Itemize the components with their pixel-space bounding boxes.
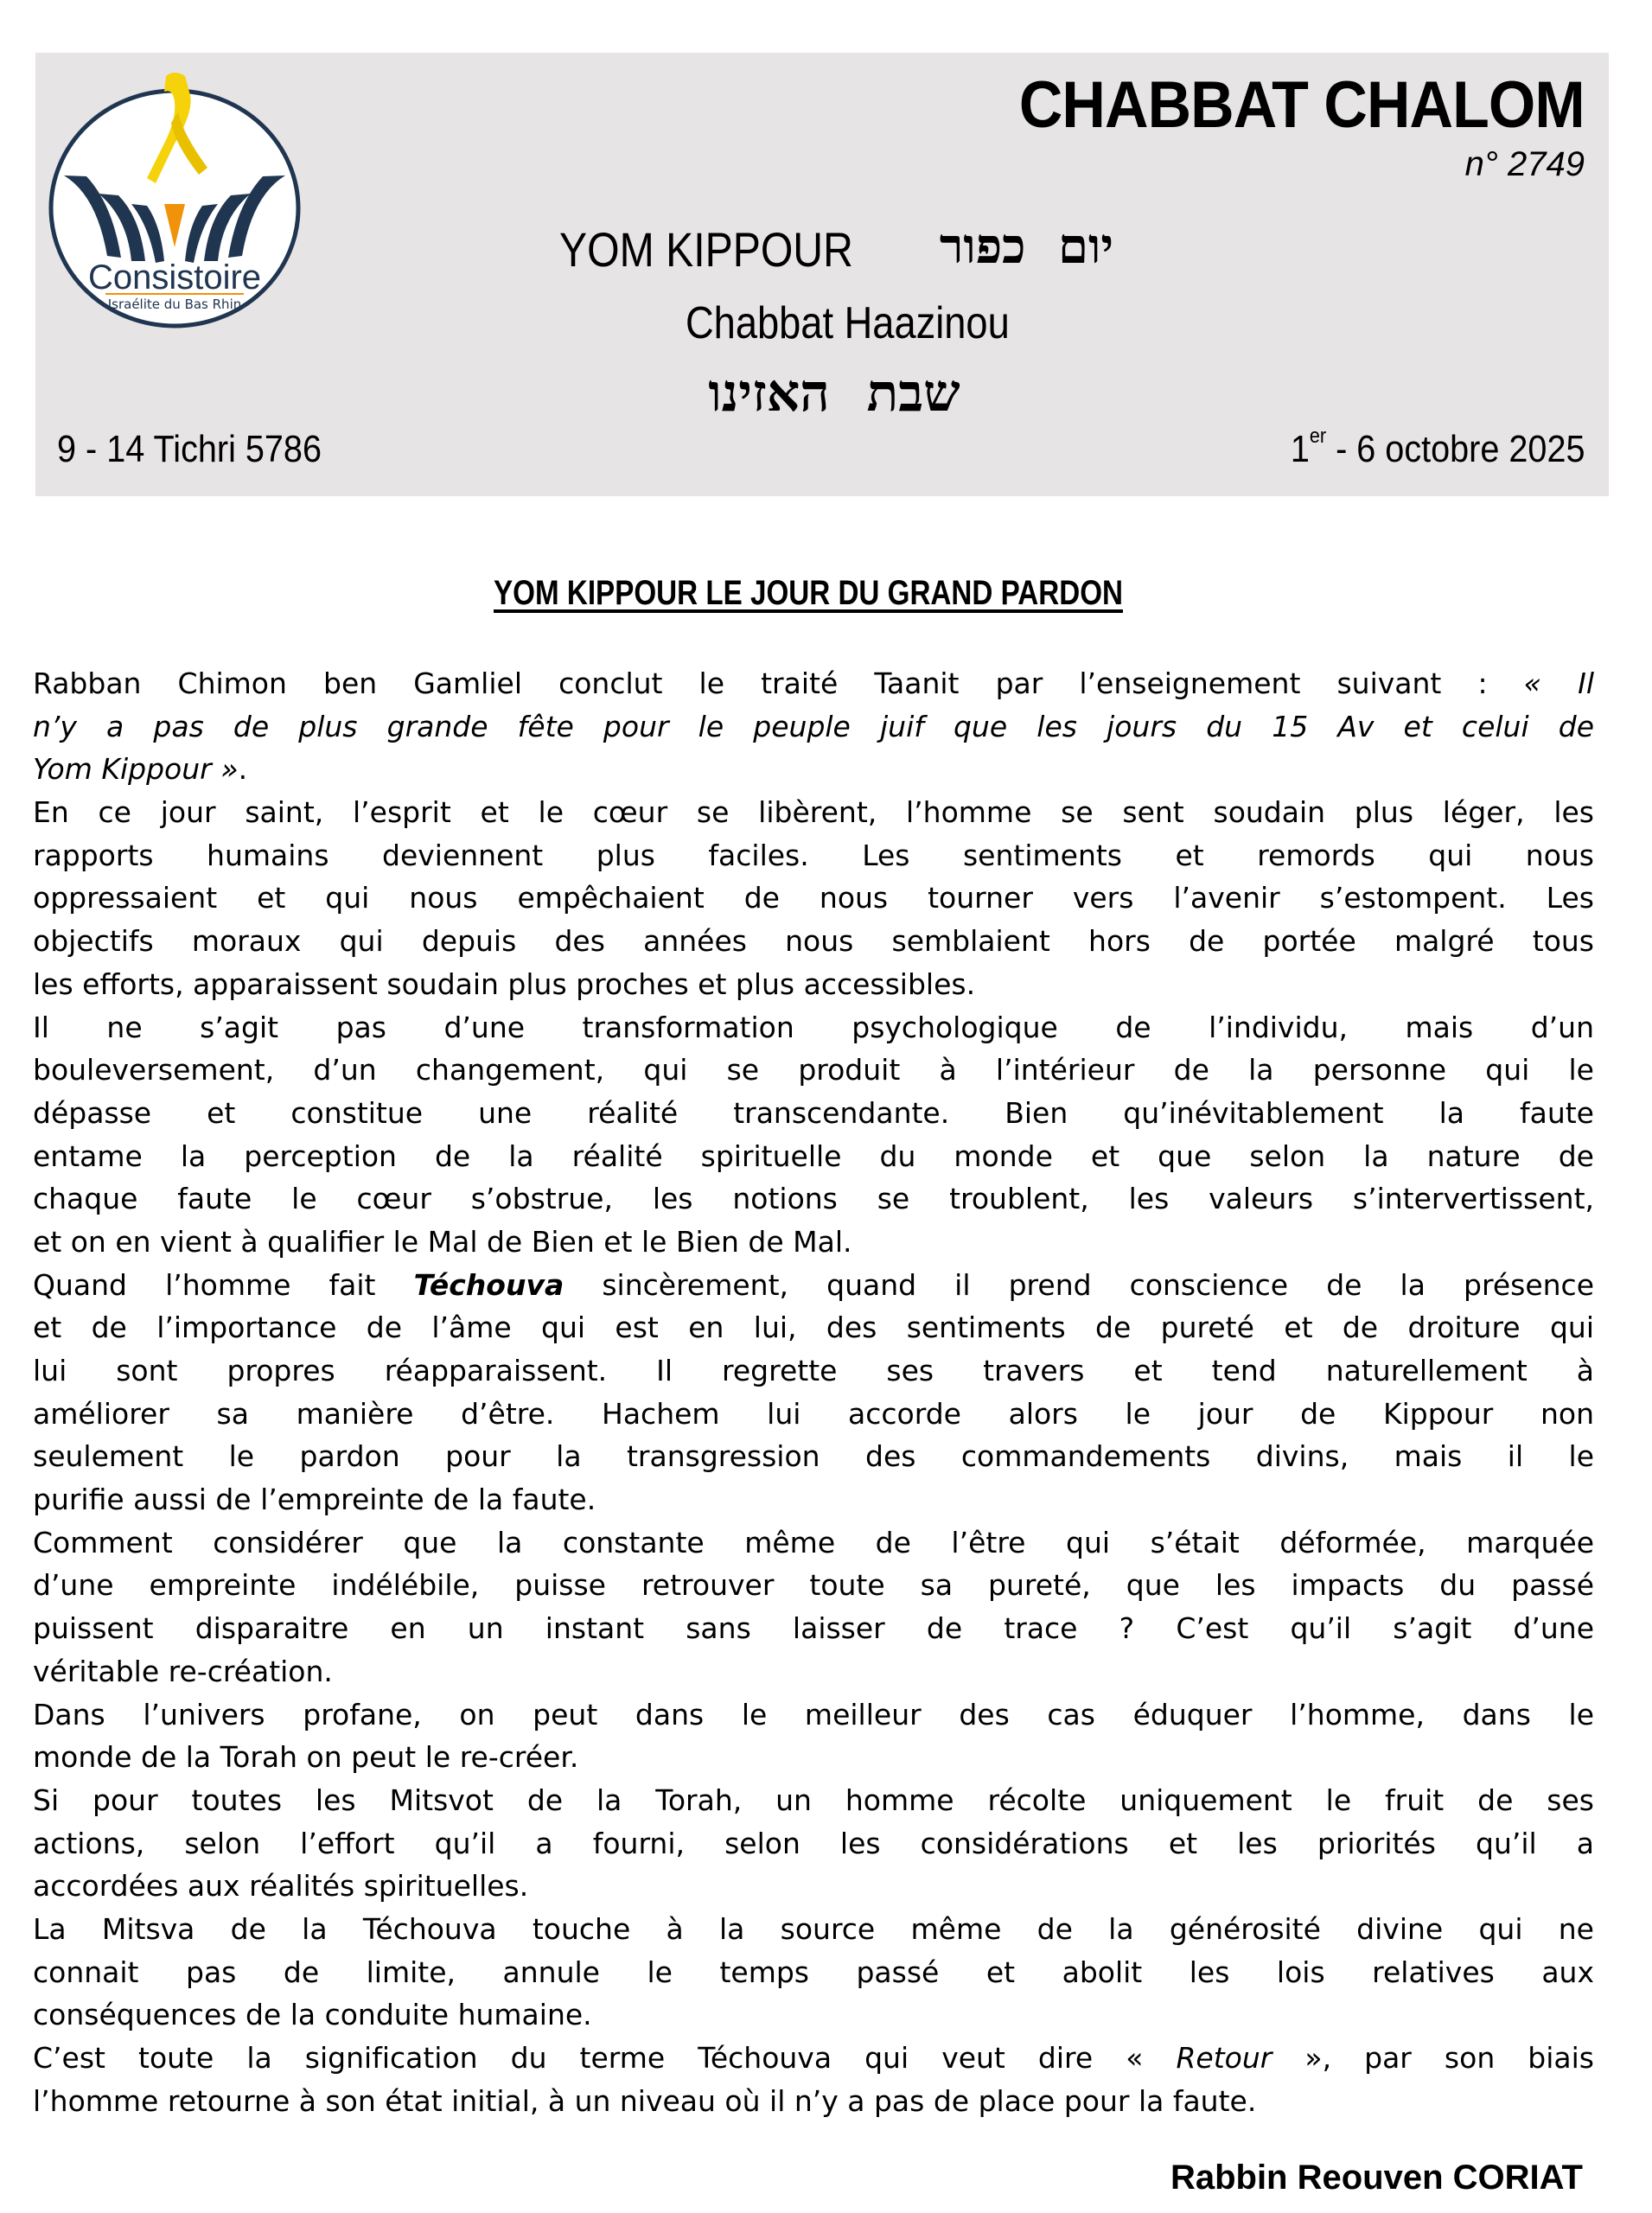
body-line: et de l’importance de l’âme qui est en lui, des sentiments de pureté et de droiture qui	[33, 1311, 1594, 1345]
body-line: actions, selon l’effort qu’il a fourni, selon les considérations et les priorités qu’il a	[33, 1826, 1594, 1860]
body-line: C’est toute la signification du terme Téchouva qui veut dire « Retour », par son biais	[33, 2041, 1594, 2075]
parasha-title-he: שבת האזינו	[708, 363, 960, 424]
author-signature: Rabbin Reouven CORIAT	[1170, 2159, 1583, 2197]
body-line: rapports humains deviennent plus faciles. Les sentiments et remords qui nous	[33, 838, 1594, 872]
body-line: Dans l’univers profane, on peut dans le meilleur des cas éduquer l’homme, dans le	[33, 1697, 1594, 1731]
body-line: Yom Kippour ».	[33, 752, 248, 787]
body-line: La Mitsva de la Téchouva touche à la source même de la générosité divine qui ne	[33, 1911, 1594, 1946]
body-line: entame la perception de la réalité spirituelle du monde et que selon la nature de	[33, 1138, 1594, 1173]
body-line: connait pas de limite, annule le temps passé et abolit les lois relatives aux	[33, 1955, 1594, 1989]
body-line: purifie aussi de l’empreinte de la faute.	[33, 1483, 596, 1517]
body-line: Il ne s’agit pas d’une transformation psychologique de l’individu, mais d’un	[33, 1010, 1594, 1044]
gregorian-date: 1er - 6 octobre 2025	[1290, 424, 1585, 470]
body-line: Comment considérer que la constante même de l’être qui s’était déformée, marquée	[33, 1525, 1594, 1559]
body-line: dépasse et constitue une réalité transcendante. Bien qu’inévitablement la faute	[33, 1095, 1594, 1130]
body-line: Rabban Chimon ben Gamliel conclut le traité Taanit par l’enseignement suivant : « Il	[33, 666, 1594, 700]
body-line: n’y a pas de plus grande fête pour le peuple juif que les jours du 15 Av et celui de	[33, 709, 1594, 743]
body-line: Quand l’homme fait Téchouva sincèrement, quand il prend conscience de la présence	[33, 1267, 1594, 1302]
issue-number: n° 2749	[1464, 145, 1585, 183]
body-line: lui sont propres réapparaissent. Il regrette ses travers et tend naturellement à	[33, 1354, 1594, 1387]
hebrew-date: 9 - 14 Tichri 5786	[57, 428, 322, 470]
holiday-title-fr: YOM KIPPOUR	[559, 222, 853, 277]
body-line: conséquences de la conduite humaine.	[33, 1998, 592, 2032]
consistoire-logo	[45, 57, 304, 334]
body-line: améliorer sa manière d’être. Hachem lui accorde alors le jour de Kippour non	[33, 1396, 1594, 1431]
emphasized-term: Téchouva	[413, 1267, 564, 1302]
article-title: YOM KIPPOUR LE JOUR DU GRAND PARDON	[494, 574, 1123, 612]
body-line: les efforts, apparaissent soudain plus proches et plus accessibles.	[33, 966, 976, 1001]
publication-title: CHABBAT CHALOM	[1019, 68, 1585, 142]
body-line: bouleversement, d’un changement, qui se produit à l’intérieur de la personne qui le	[33, 1053, 1594, 1087]
logo-name: Consistoire	[87, 258, 262, 297]
body-line: seulement le pardon pour la transgression des commandements divins, mais il le	[33, 1439, 1594, 1474]
parasha-title-fr: Chabbat Haazinou	[686, 298, 1010, 348]
body-line: véritable re-création.	[33, 1654, 333, 1688]
body-line: En ce jour saint, l’esprit et le cœur se libèrent, l’homme se sent soudain plus léger, les	[33, 795, 1594, 830]
body-line: chaque faute le cœur s’obstrue, les notions se troublent, les valeurs s’intervertissent,	[33, 1182, 1594, 1216]
logo-subtitle: Israélite du Bas Rhin	[107, 297, 242, 312]
body-line: l’homme retourne à son état initial, à un niveau où il n’y a pas de place pour la faute.	[33, 2083, 1257, 2118]
body-line: et on en vient à qualifier le Mal de Bien et le Bien de Mal.	[33, 1224, 852, 1259]
body-line: Si pour toutes les Mitsvot de la Torah, un homme récolte uniquement le fruit de ses	[33, 1783, 1594, 1817]
article-body	[33, 662, 1594, 2122]
body-line: objectifs moraux qui depuis des années nous semblaient hors de portée malgré tous	[33, 924, 1594, 959]
body-line: accordées aux réalités spirituelles.	[33, 1869, 529, 1904]
body-line: d’une empreinte indélébile, puisse retrouver toute sa pureté, que les impacts du passé	[33, 1568, 1594, 1603]
body-line: monde de la Torah on peut le re-créer.	[33, 1740, 579, 1775]
holiday-title-he: יום כפור	[939, 218, 1113, 275]
body-line: puissent disparaitre en un instant sans laisser de trace ? C’est qu’il s’agit d’une	[33, 1611, 1594, 1646]
body-line: oppressaient et qui nous empêchaient de nous tourner vers l’avenir s’estompent. Les	[33, 881, 1594, 915]
